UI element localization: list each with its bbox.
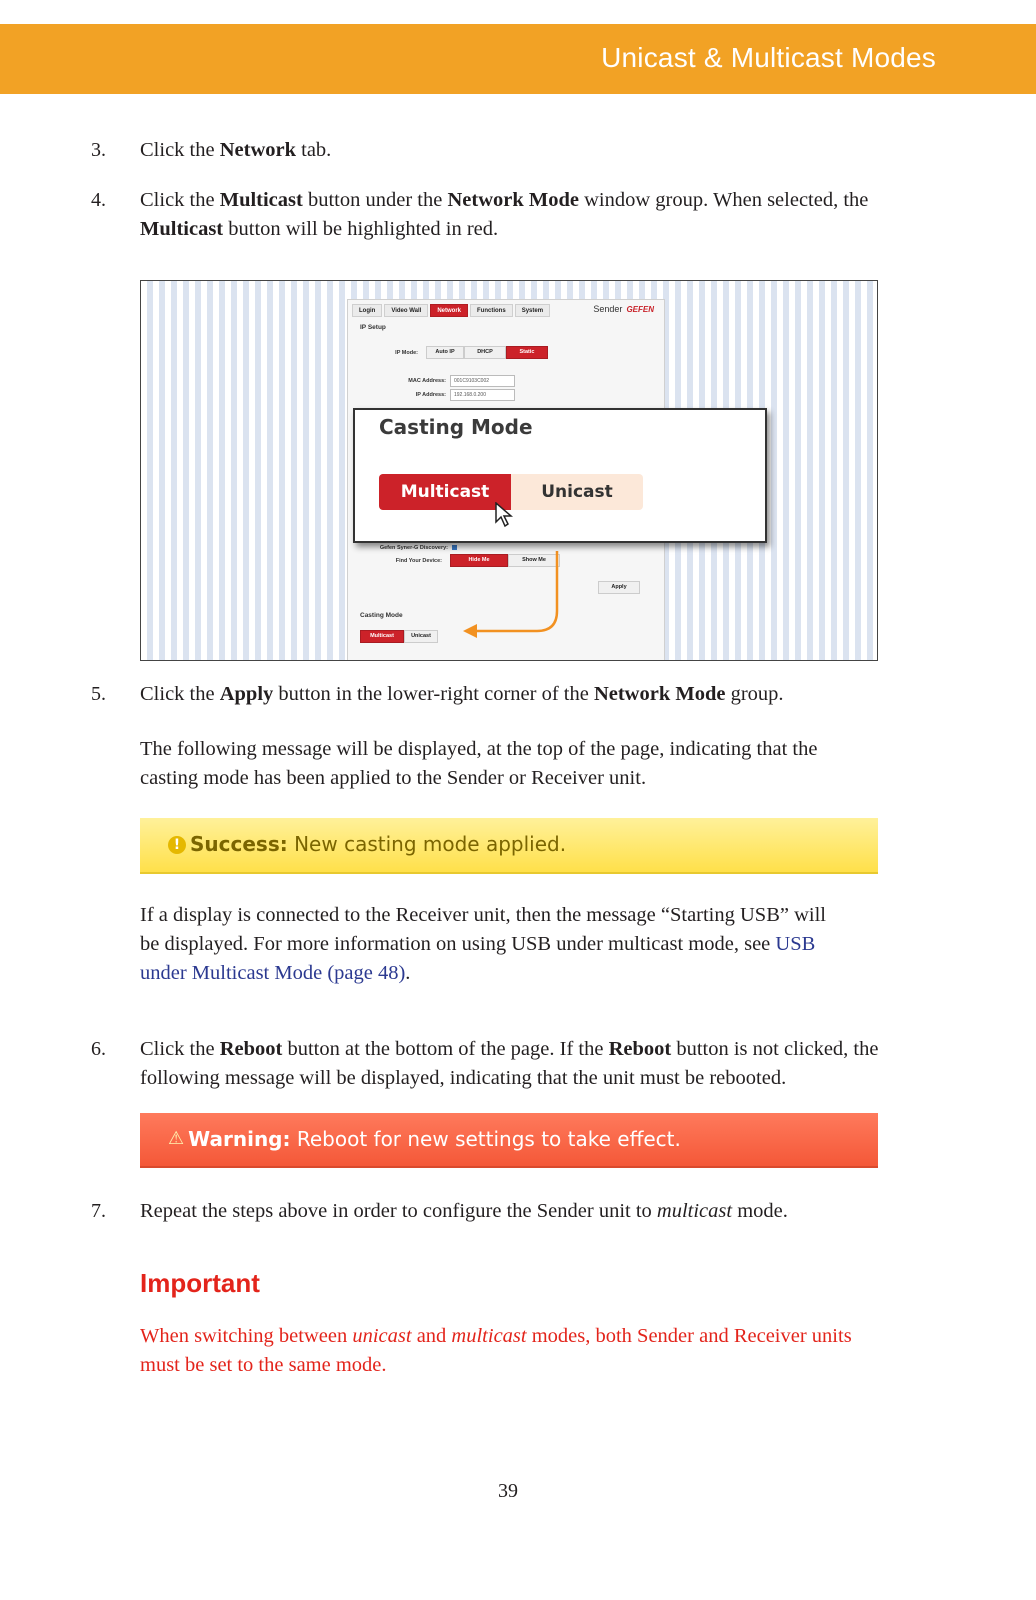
screenshot-figure: [140, 280, 878, 661]
tab-network[interactable]: Network: [430, 304, 468, 317]
text: button in the lower-right corner of the: [273, 683, 594, 705]
step-3-text: [140, 136, 900, 165]
italic-term: multicast: [451, 1325, 527, 1347]
unicast-button-small[interactable]: Unicast: [404, 630, 438, 643]
multicast-button-small[interactable]: Multicast: [360, 630, 404, 643]
gefen-logo: GEFEN: [626, 305, 654, 314]
step-number: 3.: [91, 139, 106, 161]
casting-mode-title: Casting Mode: [379, 415, 533, 439]
bold-term: Multicast: [140, 218, 224, 240]
casting-mode-title-small: Casting Mode: [360, 612, 403, 619]
text: When switching between: [140, 1325, 353, 1347]
auto-ip-button[interactable]: Auto IP: [426, 346, 464, 359]
mac-address-field: 001C9103C002: [450, 375, 515, 387]
text: modes, both Sender and Receiver units must be set to the same mode.: [140, 1325, 852, 1376]
bold-term: Apply: [219, 683, 274, 705]
apply-button[interactable]: Apply: [598, 581, 640, 594]
unicast-button[interactable]: Unicast: [511, 474, 643, 510]
ip-address-field[interactable]: 192.168.0.200: [450, 389, 515, 401]
ip-setup-title: IP Setup: [360, 324, 386, 331]
header-bar: [0, 24, 1036, 94]
page-number: 39: [498, 1480, 518, 1502]
important-heading: Important: [140, 1268, 260, 1298]
show-me-button[interactable]: Show Me: [508, 554, 560, 567]
text: button is not clicked, the following message will be displayed, indicating that the unit must be rebooted.: [140, 1038, 879, 1089]
italic-term: unicast: [352, 1325, 412, 1347]
hide-me-button[interactable]: Hide Me: [450, 554, 508, 567]
success-banner-content: [168, 832, 566, 856]
bold-term: Network Mode: [447, 189, 579, 211]
bold-term: Multicast: [219, 189, 303, 211]
text: tab.: [296, 139, 332, 161]
find-device-label: Find Your Device:: [395, 558, 442, 564]
step-7-text: [140, 1197, 900, 1226]
static-button[interactable]: Static: [506, 346, 548, 359]
discovery-label: Gefen Syner-G Discovery:: [379, 545, 448, 551]
arrow-head: [463, 624, 477, 638]
tab-functions[interactable]: Functions: [470, 304, 513, 317]
success-banner: [140, 818, 878, 874]
step-number: 7.: [91, 1200, 106, 1222]
text: button will be highlighted in red.: [223, 218, 499, 240]
text: Click the: [140, 139, 220, 161]
step-number: 6.: [91, 1038, 106, 1060]
tab-system[interactable]: System: [515, 304, 550, 317]
casting-mode-zoom-callout: [353, 408, 767, 543]
text: Repeat the steps above in order to configure the Sender unit to: [140, 1200, 657, 1222]
warning-icon: ⚠: [168, 1128, 185, 1149]
text: Click the: [140, 683, 220, 705]
mouse-pointer-icon: [495, 502, 515, 528]
tab-login[interactable]: Login: [352, 304, 382, 317]
success-keyword: Success:: [190, 832, 288, 856]
bold-term: Network: [219, 139, 297, 161]
text: button at the bottom of the page. If the: [282, 1038, 609, 1060]
mac-address-label: MAC Address:: [408, 378, 446, 384]
step-4-text: [140, 186, 900, 244]
tab-video-wall[interactable]: Video Wall: [384, 304, 428, 317]
text: group.: [725, 683, 784, 705]
bold-term: Reboot: [219, 1038, 283, 1060]
bold-term: Network Mode: [593, 683, 726, 705]
warning-banner-content: [168, 1127, 681, 1151]
success-message: New casting mode applied.: [287, 832, 567, 856]
step-number: 4.: [91, 189, 106, 211]
text: Click the: [140, 189, 220, 211]
step-6-text: [140, 1035, 900, 1093]
important-text: [140, 1322, 880, 1380]
ip-mode-label: IP Mode:: [395, 350, 418, 356]
warning-banner: [140, 1113, 878, 1168]
text: and: [411, 1325, 452, 1347]
arrow-line: [471, 551, 557, 631]
warning-keyword: Warning:: [188, 1127, 291, 1151]
text: Click the: [140, 1038, 220, 1060]
text: .: [405, 962, 411, 984]
ip-address-label: IP Address:: [415, 392, 446, 398]
device-name: Sender: [593, 304, 623, 314]
text: window group. When selected, the: [578, 189, 869, 211]
usb-note: [140, 901, 830, 988]
text: If a display is connected to the Receiver unit, then the message “Starting USB” will be displayed. For more information on using USB under multicast mode, see: [140, 904, 826, 955]
text: mode.: [732, 1200, 788, 1222]
multicast-button[interactable]: Multicast: [379, 474, 511, 510]
step-5-text: [140, 680, 900, 709]
step-number: 5.: [91, 683, 106, 705]
italic-term: multicast: [656, 1200, 733, 1222]
step-5-followup: The following message will be displayed, at the top of the page, indicating that the casting mode has been applied to the Sender or Receiver unit.: [140, 738, 818, 789]
info-icon: !: [168, 836, 186, 854]
warning-message: Reboot for new settings to take effect.: [290, 1127, 681, 1151]
usb-multicast-link[interactable]: USB under Multicast Mode (page 48): [140, 933, 816, 984]
dhcp-button[interactable]: DHCP: [464, 346, 506, 359]
bold-term: Reboot: [608, 1038, 672, 1060]
text: button under the: [302, 189, 448, 211]
page-title: Unicast & Multicast Modes: [601, 42, 936, 73]
